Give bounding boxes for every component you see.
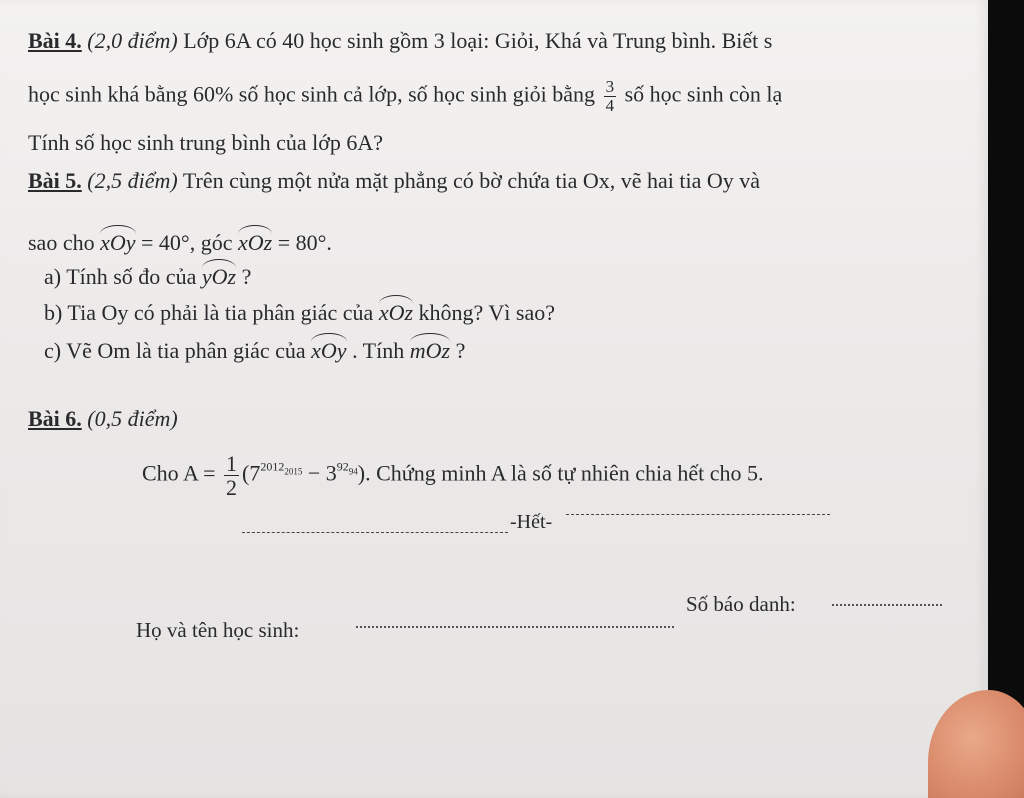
bai5-part-c	[44, 336, 465, 362]
bai6-exp2b: 94	[348, 466, 358, 477]
angle-xoz: xOz	[238, 230, 273, 255]
student-name-label	[136, 620, 299, 641]
bai6-minus: − 3	[302, 460, 337, 486]
name-label-text: Họ và tên học sinh:	[136, 618, 300, 642]
het-text: -Hết-	[510, 511, 553, 533]
end-marker	[510, 512, 552, 532]
bai4-text1: Lớp 6A có 40 học sinh gồm 3 loại: Giỏi, Khá và Trung bình. Biết s	[183, 28, 773, 53]
bai4-points: (2,0 điểm)	[87, 28, 178, 53]
bai5-b-post: không? Vì sao?	[418, 300, 555, 325]
bai5-eq1: = 40°, góc	[141, 230, 233, 255]
sbd-label-text: Số báo danh:	[686, 592, 796, 616]
bai6-heading	[28, 408, 178, 430]
angle-yoz: yOz	[201, 264, 237, 289]
bai5-line1	[28, 170, 760, 192]
bai5-line2	[28, 228, 332, 254]
angle-xoy: xOy	[100, 230, 136, 255]
bai4-line2	[28, 78, 782, 115]
bai4-fraction	[604, 78, 617, 115]
bai5-c-text: c) Vẽ Om là tia phân giác của	[44, 338, 306, 363]
bai5-part-b	[44, 298, 555, 324]
bai6-base1: (7	[242, 460, 261, 486]
bai5-points: (2,5 điểm)	[87, 168, 178, 193]
bai4-title: Bài 4.	[28, 28, 82, 53]
angle-xoz-b: xOz	[378, 300, 414, 325]
bai6-cho: Cho A =	[142, 460, 216, 486]
candidate-number-dotted-line	[832, 604, 942, 606]
end-dash-left	[242, 532, 508, 533]
bai5-text1: Trên cùng một nửa mặt phẳng có bờ chứa tia Ox, vẽ hai tia Oy và	[182, 168, 761, 193]
angle-xoy-c: xOy	[311, 338, 347, 363]
candidate-number-label	[686, 594, 796, 615]
bai6-frac-den: 2	[226, 475, 238, 501]
bai5-c-post: ?	[455, 338, 466, 363]
bai4-frac-den: 4	[605, 95, 615, 115]
student-name-dotted-line	[356, 626, 674, 628]
bai6-exp1b: 2015	[284, 466, 303, 477]
bai5-b-text: b) Tia Oy có phải là tia phân giác của	[44, 300, 374, 325]
bai6-formula-line	[142, 452, 764, 499]
bai6-exp2: 92	[336, 459, 349, 474]
bai5-part-a	[44, 262, 251, 288]
bai4-text2a: học sinh khá bằng 60% số học sinh cả lớp, số học sinh giỏi bằng	[28, 81, 596, 107]
bai5-title: Bài 5.	[28, 168, 82, 193]
bai6-title: Bài 6.	[28, 406, 82, 431]
bai6-points: (0,5 điểm)	[87, 406, 178, 431]
bai4-text3: Tính số học sinh trung bình của lớp 6A?	[28, 130, 384, 155]
bai4-frac-num: 3	[605, 77, 615, 96]
dark-background-edge	[988, 0, 1024, 798]
bai4-text2b: số học sinh còn lạ	[624, 81, 783, 107]
bai6-tail: ). Chứng minh A là số tự nhiên chia hết cho 5.	[357, 460, 764, 486]
bai6-fraction	[224, 452, 239, 499]
bai5-a-post: ?	[241, 264, 252, 289]
bai5-c-mid: . Tính	[352, 338, 405, 363]
bai5-a-text: a) Tính số đo của	[44, 264, 197, 289]
bai6-frac-num: 1	[226, 451, 238, 476]
bai5-sao-cho: sao cho	[28, 230, 95, 255]
end-dash-right	[566, 514, 830, 515]
bai5-eq2: = 80°.	[277, 230, 332, 255]
bai6-exp1: 2012	[260, 459, 285, 474]
angle-moz: mOz	[409, 338, 451, 363]
bai4-line1	[28, 30, 772, 52]
bai4-line3	[28, 132, 383, 154]
